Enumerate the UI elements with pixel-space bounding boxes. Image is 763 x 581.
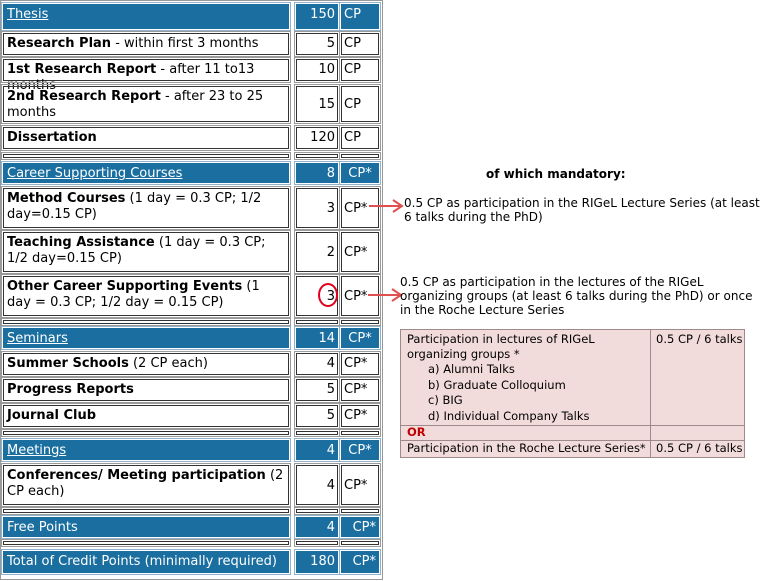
label-bold: Other Career Supporting Events (7, 279, 243, 294)
label-bold: Research Plan (7, 36, 112, 51)
label-bold: Conferences/ Meeting participation (7, 468, 266, 483)
unit: CP* (341, 517, 379, 537)
row-seminars (0, 328, 383, 350)
total-label: Total of Credit Points (minimally required) (7, 554, 277, 569)
value: 4 (296, 353, 338, 375)
row-free-points (0, 517, 383, 539)
label-bold: 2nd Research Report (7, 89, 161, 104)
value: 180 (296, 551, 338, 573)
row-second-research-report (0, 86, 383, 124)
value: 150 (296, 4, 338, 29)
list-item: b) Graduate Colloquium (428, 378, 566, 392)
meetings-link[interactable]: Meetings (7, 443, 67, 458)
label-rest: - after 11 to13 months (7, 62, 255, 93)
value: 3 (296, 276, 338, 316)
row-spacer (0, 431, 383, 437)
label-rest: (2 CP each) (7, 468, 284, 499)
row-conferences (0, 465, 383, 507)
or-label: OR (407, 425, 426, 439)
unit: CP (341, 33, 379, 55)
label-bold: Method Courses (7, 191, 126, 206)
seminars-link[interactable]: Seminars (7, 331, 68, 346)
unit: CP (341, 4, 379, 29)
note-method-courses: 0.5 CP as participation in the RIGeL Lecture Series (at least 6 talks during the PhD) (404, 196, 760, 224)
unit: CP* (341, 379, 379, 401)
row-teaching-assistance (0, 232, 383, 274)
label-rest: (1 day = 0.3 CP; 1/2 day=0.15 CP) (7, 191, 262, 222)
label-bold: Dissertation (7, 130, 97, 145)
value: 3 (296, 188, 338, 228)
label-rest: - after 23 to 25 months (7, 89, 264, 120)
row-spacer (0, 320, 383, 326)
lectures-title: Participation in lectures of RIGeL organizing groups * (407, 332, 595, 361)
highlight-circle (318, 283, 338, 307)
list-item: c) BIG (428, 393, 463, 407)
row-thesis (0, 4, 383, 31)
column-divider (650, 330, 651, 457)
row-progress-reports (0, 379, 383, 403)
row-spacer (0, 509, 383, 515)
label-rest: (2 CP each) (128, 356, 208, 371)
row-first-research-report (0, 59, 383, 93)
mandatory-heading: of which mandatory: (486, 167, 626, 181)
roche-value: 0.5 CP / 6 talks (656, 441, 743, 455)
value: 14 (296, 328, 338, 348)
label-bold: 1st Research Report (7, 62, 157, 77)
value: 8 (296, 163, 338, 183)
value: 15 (296, 86, 338, 122)
unit: CP* (341, 353, 379, 375)
unit: CP* (341, 276, 379, 316)
value: 5 (296, 379, 338, 401)
value: 4 (296, 517, 338, 537)
lectures-value: 0.5 CP / 6 talks (656, 332, 743, 346)
free-points-label: Free Points (7, 520, 78, 535)
career-supporting-courses-link[interactable]: Career Supporting Courses (7, 166, 183, 181)
row-summer-schools (0, 353, 383, 377)
list-item: d) Individual Company Talks (428, 409, 590, 423)
label-rest: (1 day = 0.3 CP; 1/2 day=0.15 CP) (7, 235, 266, 266)
row-spacer (0, 154, 383, 160)
note-other-career-events: 0.5 CP as participation in the lectures of the RIGeL organizing groups (at least 6 talks during the PhD) or once in the Roche Lecture Series (400, 275, 753, 317)
label-bold: Summer Schools (7, 356, 129, 371)
row-career-supporting-courses (0, 163, 383, 185)
unit: CP* (341, 163, 379, 183)
row-journal-club (0, 405, 383, 429)
value: 5 (296, 405, 338, 427)
row-meetings (0, 440, 383, 462)
unit: CP* (341, 551, 379, 573)
value: 2 (296, 232, 338, 272)
unit: CP* (341, 405, 379, 427)
value: 4 (296, 465, 338, 505)
unit: CP (341, 127, 379, 149)
unit: CP* (341, 440, 379, 460)
label-bold: Journal Club (7, 408, 97, 423)
divider (401, 425, 744, 426)
unit: CP* (341, 188, 379, 228)
mandatory-lectures-table (400, 329, 745, 458)
row-total (0, 551, 383, 575)
thesis-link[interactable]: Thesis (7, 7, 49, 22)
label-bold: Teaching Assistance (7, 235, 155, 250)
unit: CP* (341, 232, 379, 272)
arrow-right-icon (367, 198, 407, 214)
value: 4 (296, 440, 338, 460)
unit: CP* (341, 328, 379, 348)
list-item: a) Alumni Talks (428, 362, 515, 376)
label-rest: (1 day = 0.3 CP; 1/2 day = 0.15 CP) (7, 279, 260, 310)
value: 10 (296, 59, 338, 81)
roche-title: Participation in the Roche Lecture Series* (407, 441, 646, 455)
row-dissertation (0, 127, 383, 152)
value: 120 (296, 127, 338, 149)
value: 5 (296, 33, 338, 55)
row-spacer (0, 541, 383, 547)
label-rest: - within first 3 months (111, 36, 259, 51)
row-method-courses (0, 188, 383, 230)
unit: CP (341, 59, 379, 81)
unit: CP (341, 86, 379, 122)
unit: CP* (341, 465, 379, 505)
label-bold: Progress Reports (7, 382, 134, 397)
row-research-plan (0, 33, 383, 58)
